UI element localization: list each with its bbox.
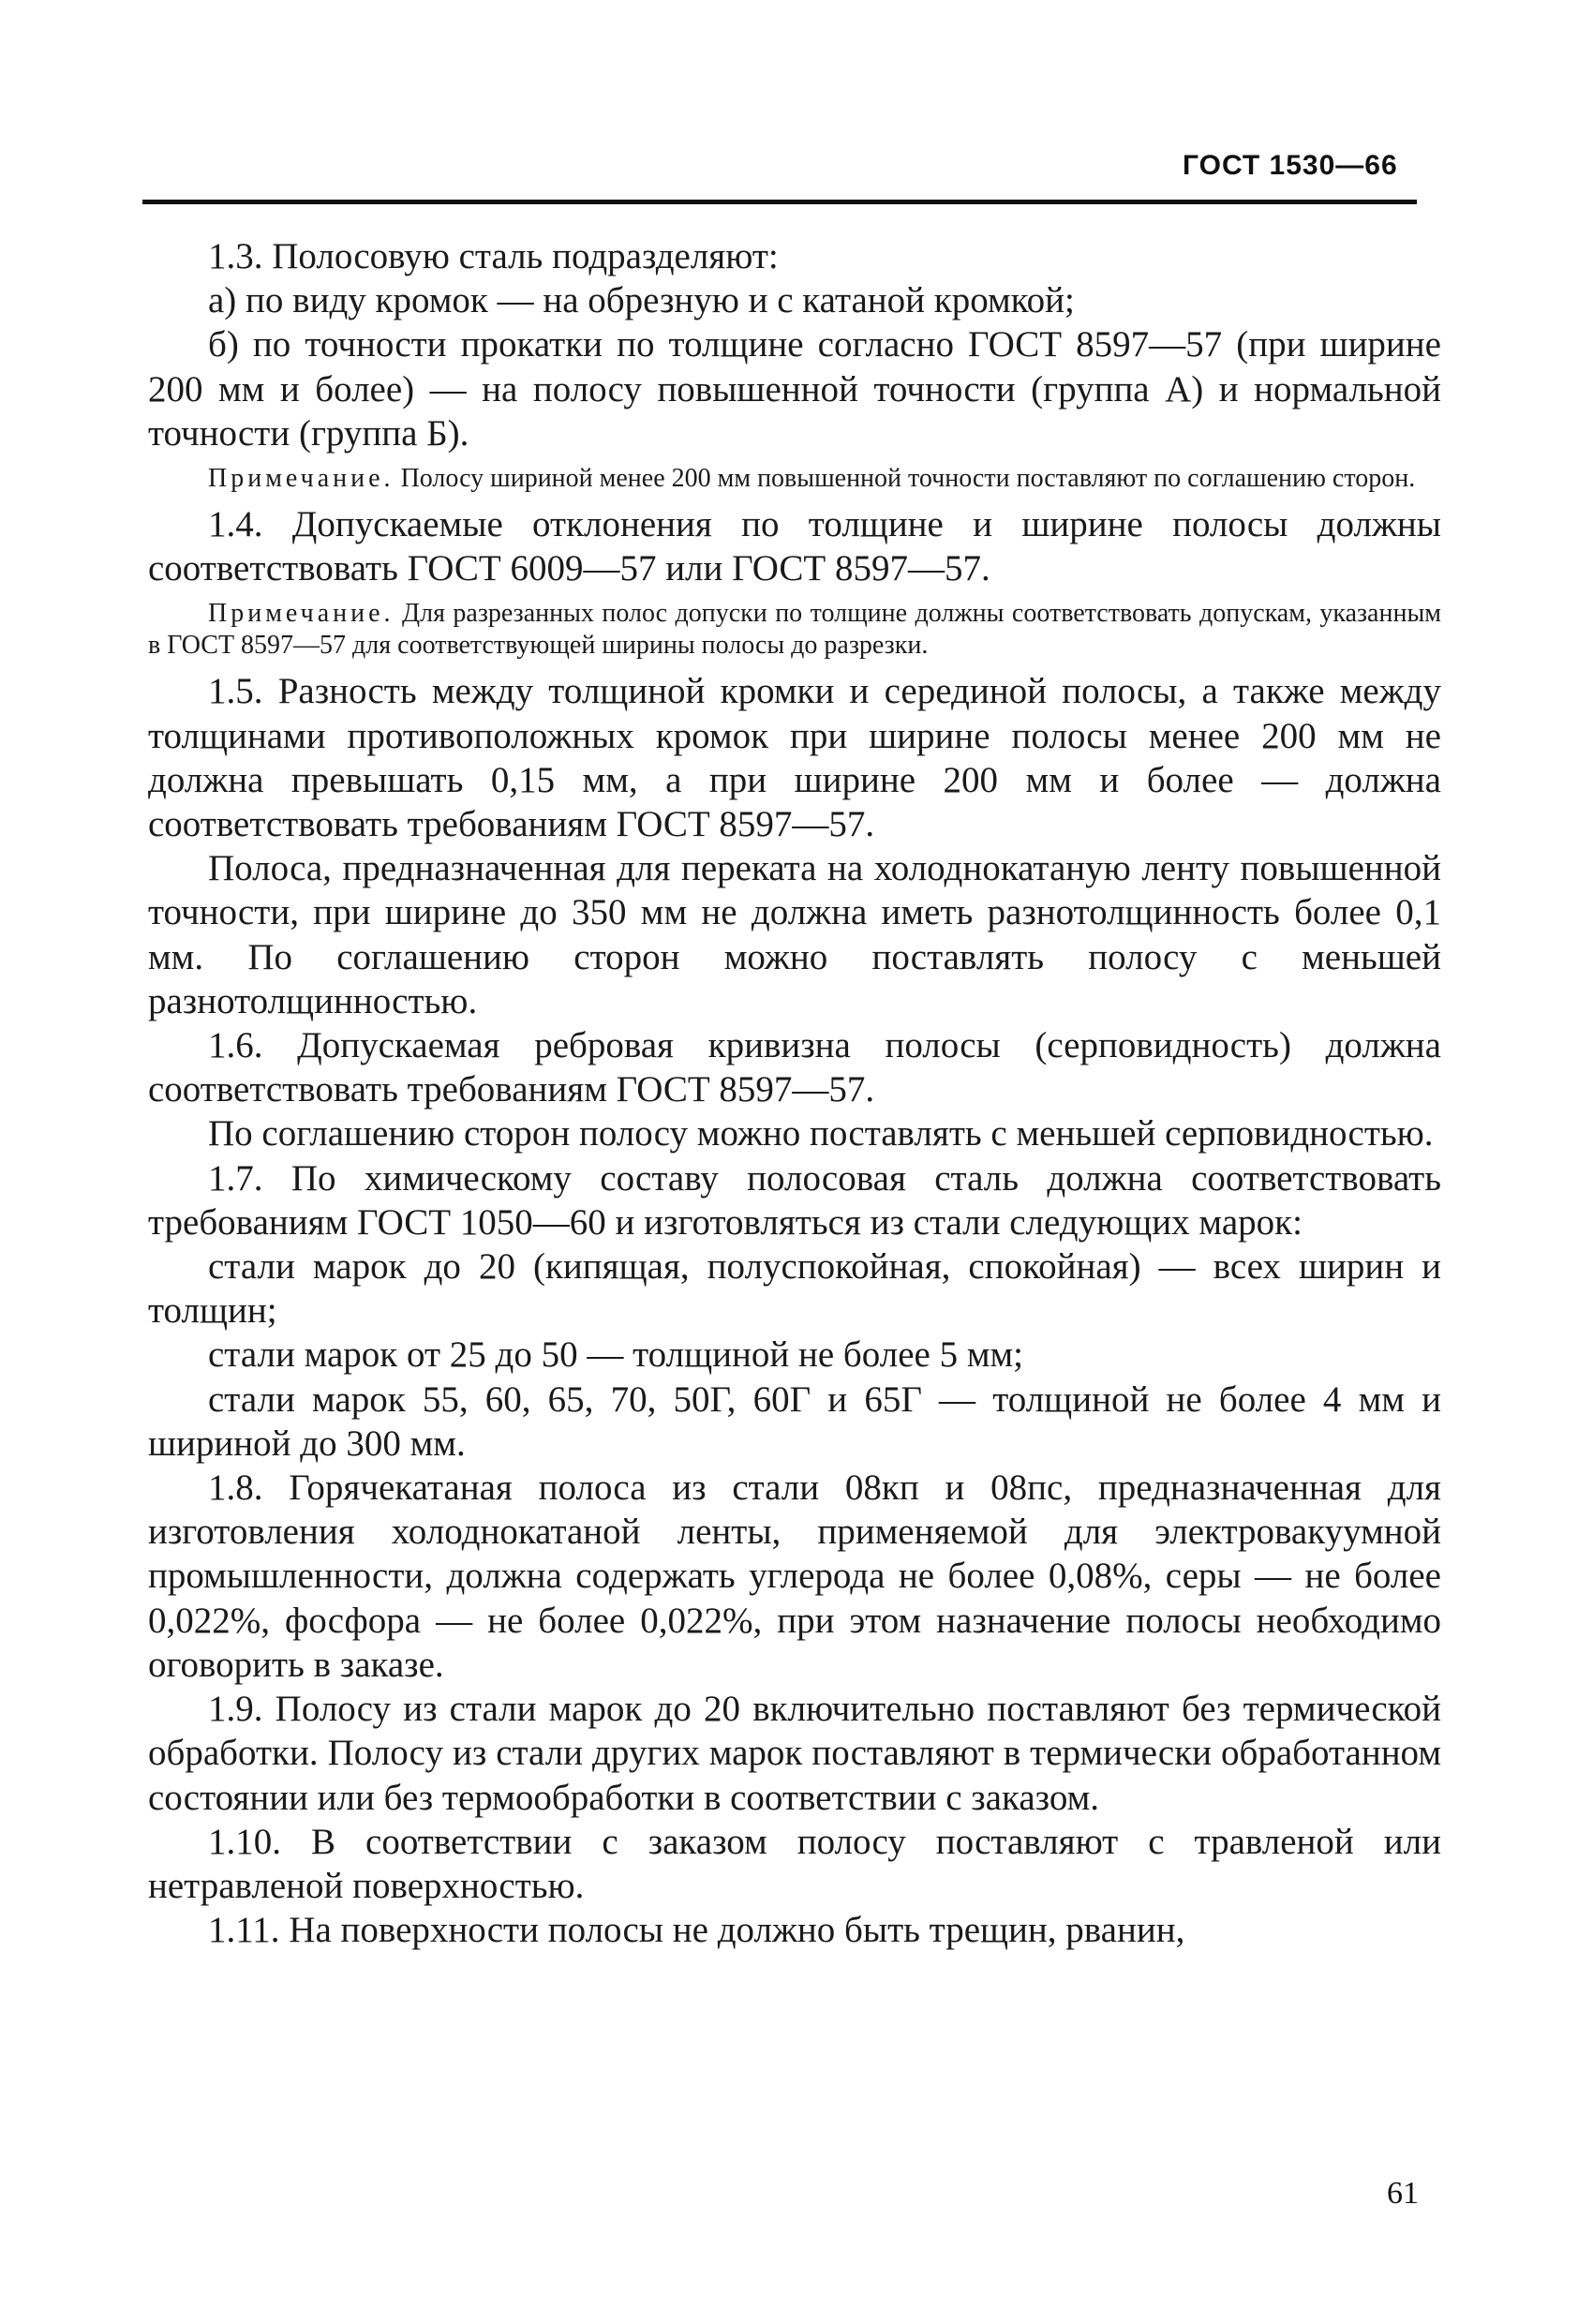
paragraph-1-6-continued: По соглашению сторон полосу можно поставлять с меньшей серповидностью. [208,1113,1434,1155]
note-1 [148,463,1441,495]
paragraph-1-3-b: б) по точности прокатки по толщине согласно ГОСТ 8597—57 (при ширине 200 мм и более) — на полосу повышенной точности (группа А) и нормальной точности (группа Б). [148,324,1441,454]
paragraph-1-7-item-2: стали марок от 25 до 50 — толщиной не более 5 мм; [208,1334,1024,1376]
note-1-text: Полосу шириной менее 200 мм повышенной точности поставляют по соглашению сторон. [394,464,1416,494]
paragraph-1-7: 1.7. По химическому составу полосовая сталь должна соответствовать требованиям ГОСТ 1050—60 и изготовляться из стали следующих марок: [148,1157,1441,1243]
note-1-label: Примечание. [208,464,395,494]
paragraph-1-11: 1.11. На поверхности полосы не должно быть трещин, рванин, [208,1910,1185,1951]
header-divider [142,200,1417,204]
paragraph-1-7-item-3: стали марок 55, 60, 65, 70, 50Г, 60Г и 65Г — толщиной не более 4 мм и шириной до 300 мм. [148,1378,1441,1464]
document-body [148,234,1441,1952]
paragraph-1-4: 1.4. Допускаемые отклонения по толщине и ширине полосы должны соответствовать ГОСТ 6009—57 или ГОСТ 8597—57. [148,504,1441,589]
page-number: 61 [1387,2176,1419,2211]
paragraph-1-5: 1.5. Разность между толщиной кромки и серединой полосы, а также между толщинами противоположных кромок при ширине полосы менее 200 мм не должна превышать 0,15 мм, а при ширине 200 мм и более — должна соответствовать требованиям ГОСТ 8597—57. [148,671,1441,845]
paragraph-1-6: 1.6. Допускаемая ребровая кривизна полосы (серповидность) должна соответствовать требованиям ГОСТ 8597—57. [148,1025,1441,1110]
paragraph-1-9: 1.9. Полосу из стали марок до 20 включительно поставляют без термической обработки. Полосу из стали других марок поставляют в термически обработанном состоянии или без термообработки в соответствии с заказом. [148,1689,1441,1818]
paragraph-1-7-item-1: стали марок до 20 (кипящая, полуспокойная, спокойная) — всех ширин и толщин; [148,1246,1441,1332]
note-2-label: Примечание. [208,599,395,629]
note-2 [148,598,1441,662]
paragraph-1-3: 1.3. Полосовую сталь подразделяют: [208,236,779,276]
paragraph-1-8: 1.8. Горячекатаная полоса из стали 08кп и 08пс, предназначенная для изготовления холоднокатаной ленты, применяемой для электровакуумной промышленности, должна содержать углерода не более 0,08%, серы — не более 0,022%, фосфора — не более 0,022%, при этом назначение полосы необходимо оговорить в заказе. [148,1467,1441,1685]
paragraph-1-5-continued: Полоса, предназначенная для переката на холоднокатаную ленту повышенной точности, при ширине до 350 мм не должна иметь разнотолщинность более 0,1 мм. По соглашению сторон можно поставлять полосу с меньшей разнотолщинностью. [148,848,1441,1021]
paragraph-1-3-a: а) по виду кромок — на обрезную и с катаной кромкой; [208,280,1075,321]
paragraph-1-10: 1.10. В соответствии с заказом полосу поставляют с травленой или нетравленой поверхностью. [148,1821,1441,1906]
note-2-text: Для разрезанных полос допуски по толщине должны соответствовать допускам, указанным в ГОСТ 8597—57 для соответствующей ширины полосы до разрезки. [148,599,1441,661]
document-header-title: ГОСТ 1530—66 [1183,150,1398,181]
